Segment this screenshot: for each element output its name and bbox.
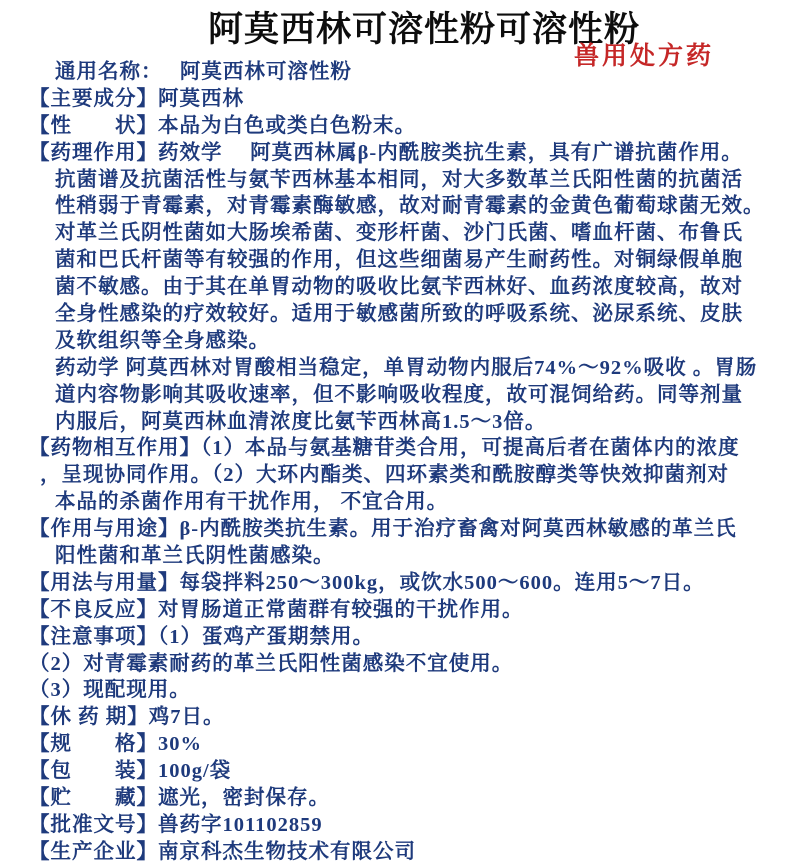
text-line: 【贮 藏】遮光，密封保存。 [29, 787, 330, 810]
text-line: 【批准文号】兽药字101102859 [29, 813, 323, 836]
text-line: 【不良反应】对胃肠道正常菌群有较强的干扰作用。 [29, 598, 524, 621]
text-line: 道内容物影响其吸收速率，但不影响吸收程度，故可混饲给药。同等剂量 [55, 383, 743, 406]
text-line: 阳性菌和革兰氏阴性菌感染。 [55, 545, 335, 568]
text-line: 内服后，阿莫西林血清浓度比氨苄西林高1.5～3倍。 [55, 410, 547, 433]
text-line: 及软组织等全身感染。 [55, 329, 270, 352]
text-line: 【性 状】本品为白色或类白色粉末。 [29, 114, 416, 137]
text-line: 【规 格】30% [29, 733, 202, 756]
text-line: 性稍弱于青霉素，对青霉素酶敏感，故对耐青霉素的金黄色葡萄球菌无效。 [55, 195, 765, 218]
text-line: 全身性感染的疗效较好。适用于敏感菌所致的呼吸系统、泌尿系统、皮肤 [55, 303, 743, 326]
text-line: 菌不敏感。由于其在单胃动物的吸收比氨苄西林好、血药浓度较高，故对 [55, 276, 743, 299]
page-title: 阿莫西林可溶性粉可溶性粉 [207, 10, 640, 49]
text-line: ，呈现协同作用。（2）大环内酯类、四环素类和酰胺醇类等快效抑菌剂对 [40, 464, 729, 487]
text-line: 抗菌谱及抗菌活性与氨苄西林基本相同，对大多数革兰氏阳性菌的抗菌活 [55, 168, 743, 191]
text-line: 本品的杀菌作用有干扰作用， 不宜合用。 [55, 491, 449, 514]
text-line: 【药理作用】药效学 阿莫西林属β-内酰胺类抗生素，具有广谱抗菌作用。 [29, 141, 743, 164]
text-line: 【休 药 期】鸡7日。 [29, 706, 225, 729]
text-line: 【药物相互作用】（1）本品与氨基糖苷类合用，可提高后者在菌体内的浓度 [29, 437, 740, 460]
prescription-drug-badge: 兽用处方药 [574, 43, 715, 70]
text-line: （3）现配现用。 [29, 679, 191, 702]
text-line: 【主要成分】阿莫西林 [29, 87, 244, 110]
text-line: （2）对青霉素耐药的革兰氏阳性菌感染不宜使用。 [29, 652, 514, 675]
text-line: 菌和巴氏杆菌等有较强的作用，但这些细菌易产生耐药性。对铜绿假单胞 [55, 249, 743, 272]
text-line: 【作用与用途】β-内酰胺类抗生素。用于治疗畜禽对阿莫西林敏感的革兰氏 [29, 518, 737, 541]
document-body [0, 59, 800, 866]
text-line: 【用法与用量】每袋拌料250～300kg，或饮水500～600。连用5～7日。 [29, 571, 705, 594]
text-line: 通用名称： 阿莫西林可溶性粉 [55, 61, 352, 83]
text-line: 【包 装】100g/袋 [29, 760, 232, 783]
text-line: 对革兰氏阴性菌如大肠埃希菌、变形杆菌、沙门氏菌、嗜血杆菌、布鲁氏 [55, 222, 743, 245]
text-line: 药动学 阿莫西林对胃酸相当稳定，单胃动物内服后74%～92%吸收 。胃肠 [55, 356, 758, 379]
text-line: 【注意事项】（1）蛋鸡产蛋期禁用。 [29, 625, 374, 648]
text-line: 【生产企业】南京科杰生物技术有限公司 [29, 840, 416, 863]
